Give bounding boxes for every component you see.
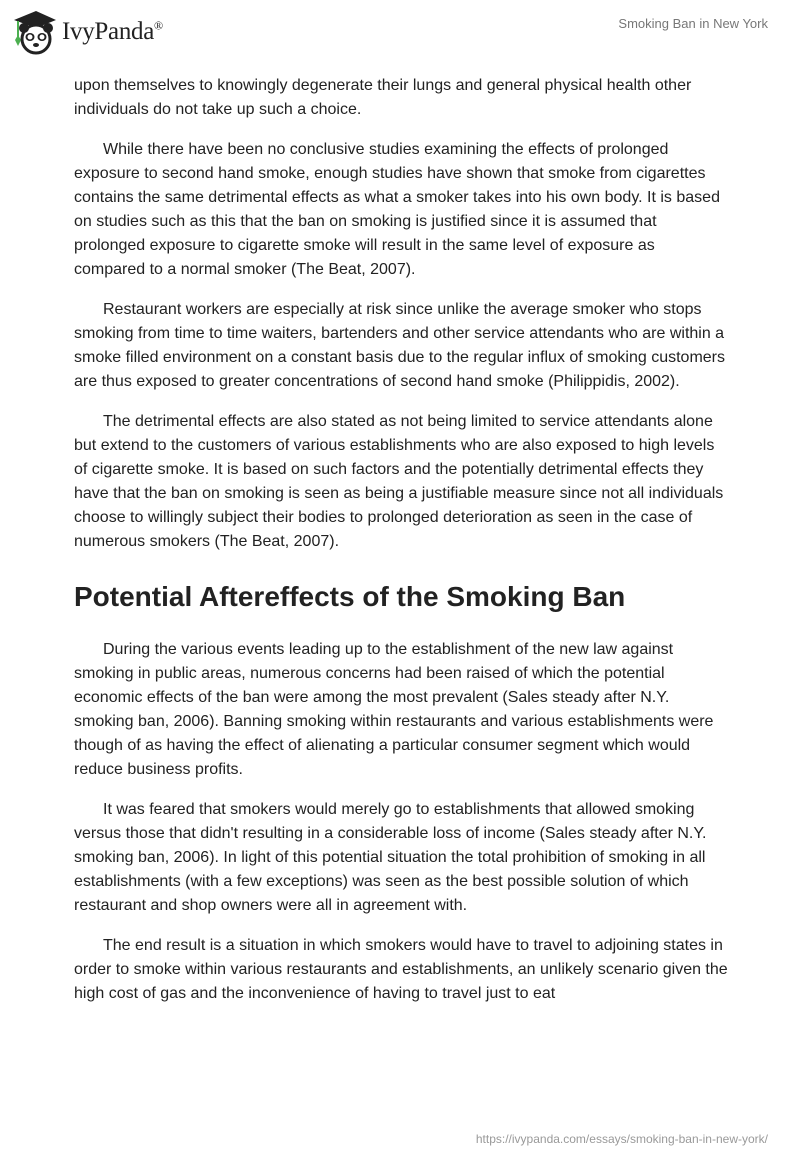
source-url-link[interactable]: https://ivypanda.com/essays/smoking-ban-in-new-york/ <box>475 1132 768 1146</box>
paragraph: Restaurant workers are especially at risk since unlike the average smoker who stops smoking from time to time waiters, bartenders and other service attendants who are within a smoke filled environment on a constant basis due to the regular influx of smoking customers are thus exposed to greater concentrations of second hand smoke (Philippidis, 2002). <box>74 301 725 390</box>
panda-graduate-icon <box>12 8 56 56</box>
paragraph: upon themselves to knowingly degenerate their lungs and general physical health other individuals do not take up such a choice. <box>74 77 692 118</box>
section-heading: Potential Aftereffects of the Smoking Ban <box>74 581 626 612</box>
paragraph: It was feared that smokers would merely go to establishments that allowed smoking versus those that didn't resulting in a considerable loss of income (Sales steady after N.Y. smoking ban, 2006). In light of this potential situation the total prohibition of smoking in all establishments (with a few exceptions) was seen as the best possible solution of which restaurant and shop owners were all in agreement with. <box>74 801 707 914</box>
registered-mark: ® <box>154 18 163 33</box>
ivypanda-logo[interactable] <box>12 8 163 56</box>
essay-body <box>74 74 730 1022</box>
logo-text: IvyPanda <box>62 18 155 45</box>
paragraph: During the various events leading up to the establishment of the new law against smoking in public areas, numerous concerns had been raised of which the potential economic effects of the ban were among the most prevalent (Sales steady after N.Y. smoking ban, 2006). Banning smoking within restaurants and various establishments were though of as having the effect of alienating a particular consumer segment which would reduce business profits. <box>74 641 714 778</box>
paragraph: While there have been no conclusive studies examining the effects of prolonged exposure to second hand smoke, enough studies have shown that smoke from cigarettes contains the same detrimental effects as what a smoker takes into his own body. It is based on studies such as this that the ban on smoking is justified since it is assumed that prolonged exposure to cigarette smoke will result in the same level of exposure as compared to a normal smoker (The Beat, 2007). <box>74 141 720 278</box>
paragraph: The end result is a situation in which smokers would have to travel to adjoining states in order to smoke within various restaurants and establishments, an unlikely scenario given the high cost of gas and the inconvenience of having to travel just to eat <box>74 937 728 1002</box>
paragraph: The detrimental effects are also stated as not being limited to service attendants alone but extend to the customers of various establishments who are also exposed to high levels of cigarette smoke. It is based on such factors and the potentially detrimental effects they have that the ban on smoking is seen as being a justifiable measure since not all individuals choose to willingly subject their bodies to prolonged deterioration as seen in the case of numerous smokers (The Beat, 2007). <box>74 413 724 550</box>
document-title: Smoking Ban in New York <box>618 16 768 31</box>
page-header <box>0 0 800 60</box>
